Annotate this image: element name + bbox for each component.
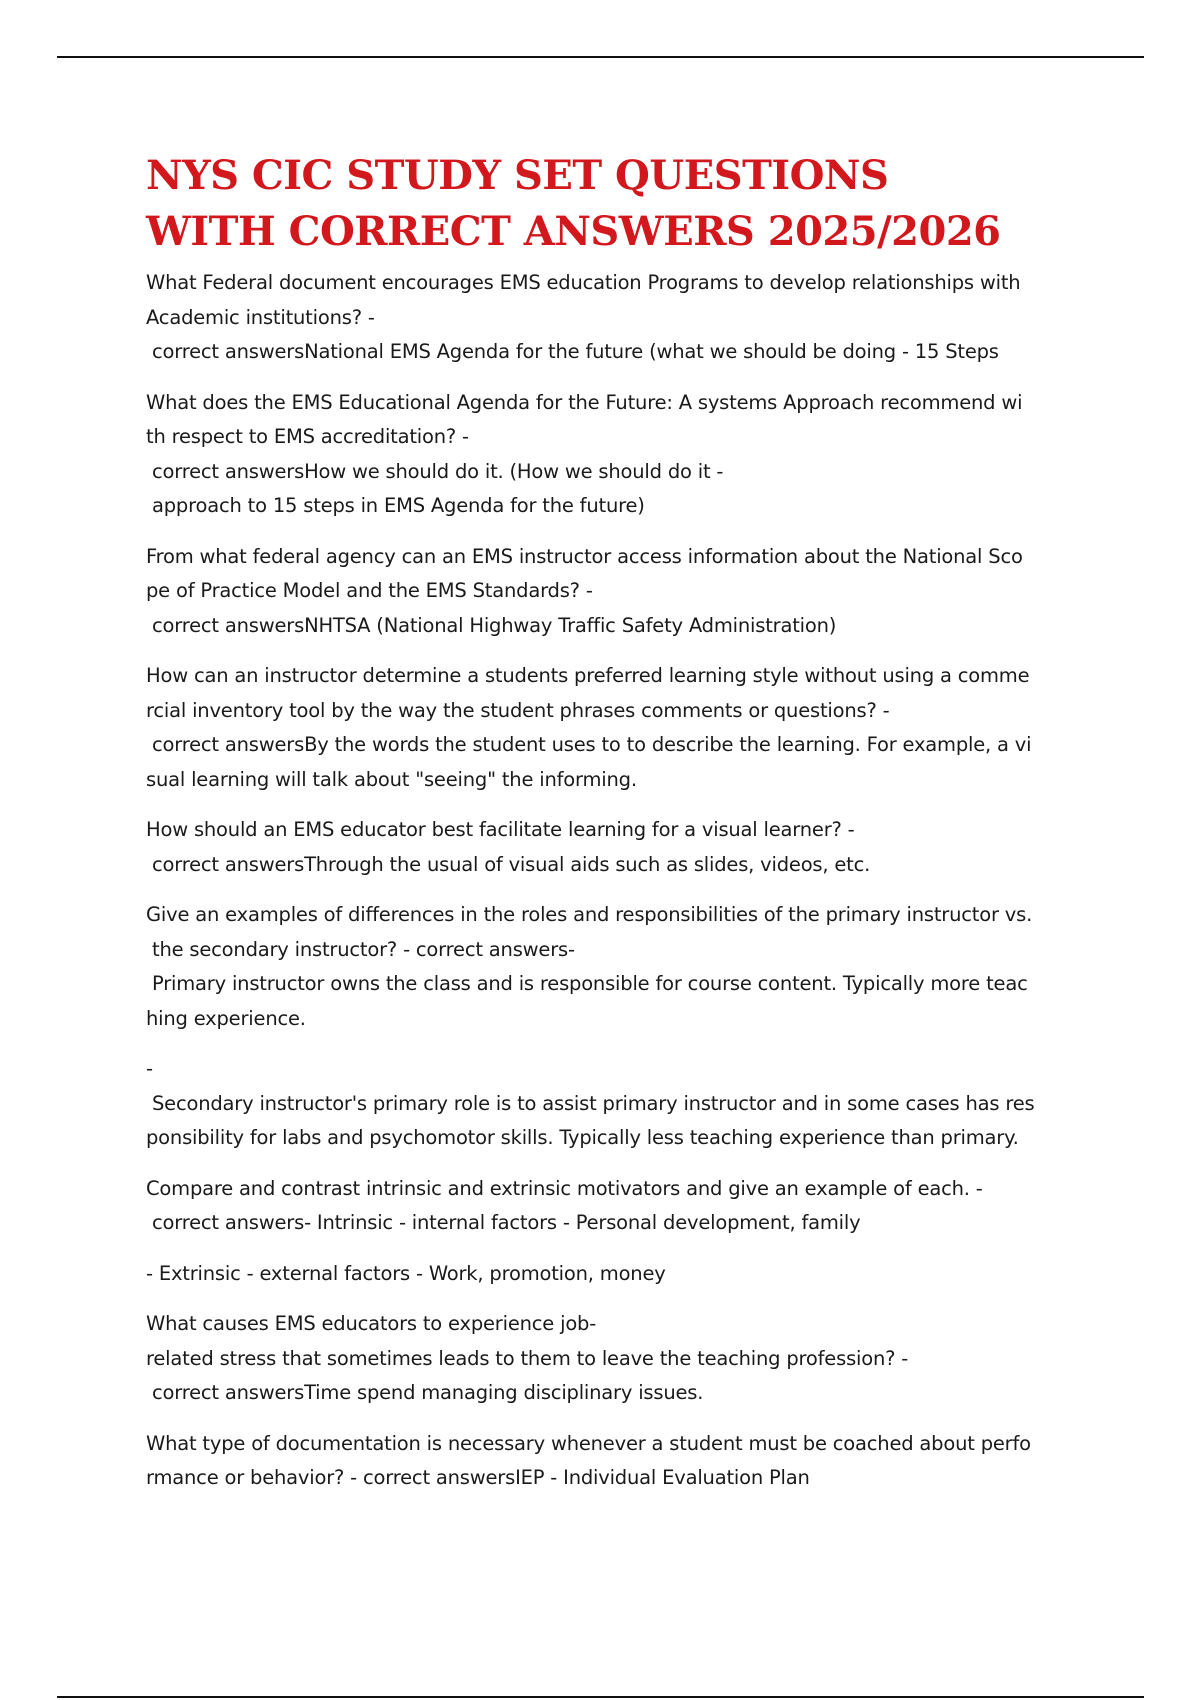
qa-line: correct answers- Intrinsic - internal factors - Personal development, family [146,1211,861,1234]
qa-line: - [146,1057,153,1080]
qa-line: rcial inventory tool by the way the student phrases comments or questions? - [146,698,890,722]
qa-line: rmance or behavior? - correct answersIEP - Individual Evaluation Plan [146,1466,810,1489]
qa-item [146,898,1066,1036]
qa-line: correct answersNational EMS Agenda for the future (what we should be doing - 15 Steps [146,340,999,363]
title-line-2: WITH CORRECT ANSWERS 2025/2026 [146,208,1001,255]
qa-line: What Federal document encourages EMS education Programs to develop relationships with [146,271,1021,294]
qa-line: correct answersTime spend managing disciplinary issues. [146,1381,704,1404]
document-page [146,148,1066,1512]
qa-line: approach to 15 steps in EMS Agenda for the future) [146,494,645,517]
qa-line: Compare and contrast intrinsic and extrinsic motivators and give an example of each. - [146,1176,983,1200]
bottom-rule [57,1696,1144,1698]
qa-line: Secondary instructor's primary role is to assist primary instructor and in some cases has res [146,1091,1035,1115]
qa-item [146,540,1066,644]
qa-line: correct answersBy the words the student uses to to describe the learning. For example, a vi [146,733,1032,756]
qa-line: How can an instructor determine a students preferred learning style without using a comme [146,664,1030,687]
qa-line: ponsibility for labs and psychomotor skills. Typically less teaching experience than primary. [146,1126,1019,1149]
qa-line: related stress that sometimes leads to them to leave the teaching profession? - [146,1346,909,1370]
qa-line: Primary instructor owns the class and is responsible for course content. Typically more teac [146,972,1028,995]
qa-line: How should an EMS educator best facilitate learning for a visual learner? - [146,818,855,841]
qa-item [146,266,1066,370]
qa-item [146,813,1066,882]
qa-line: correct answersNHTSA (National Highway Traffic Safety Administration) [146,613,837,637]
qa-line: sual learning will talk about "seeing" the informing. [146,767,637,791]
qa-line: th respect to EMS accreditation? - [146,425,469,448]
title-line-1: NYS CIC STUDY SET QUESTIONS [146,152,889,199]
qa-line: hing experience. [146,1006,306,1030]
qa-line: What does the EMS Educational Agenda for the Future: A systems Approach recommend wi [146,390,1023,414]
qa-item [146,1172,1066,1241]
qa-line: From what federal agency can an EMS instructor access information about the National Sco [146,544,1023,568]
qa-line: - Extrinsic - external factors - Work, promotion, money [146,1261,666,1285]
qa-line: correct answersHow we should do it. (How we should do it - [146,459,724,483]
qa-line: pe of Practice Model and the EMS Standards? - [146,579,593,602]
qa-line: Give an examples of differences in the roles and responsibilities of the primary instructor vs. [146,903,1033,926]
qa-list [146,266,1066,1496]
qa-line: What causes EMS educators to experience job- [146,1312,597,1335]
qa-line: correct answersThrough the usual of visual aids such as slides, videos, etc. [146,852,871,876]
qa-item [146,386,1066,524]
qa-item [146,659,1066,797]
qa-item [146,1257,1066,1292]
qa-item [146,1307,1066,1411]
top-rule [57,56,1144,58]
qa-line: What type of documentation is necessary whenever a student must be coached about perfo [146,1431,1031,1455]
qa-line: Academic institutions? - [146,305,375,329]
qa-item [146,1052,1066,1156]
document-title [146,148,1066,260]
qa-item [146,1427,1066,1496]
qa-line: the secondary instructor? - correct answers- [146,937,575,961]
